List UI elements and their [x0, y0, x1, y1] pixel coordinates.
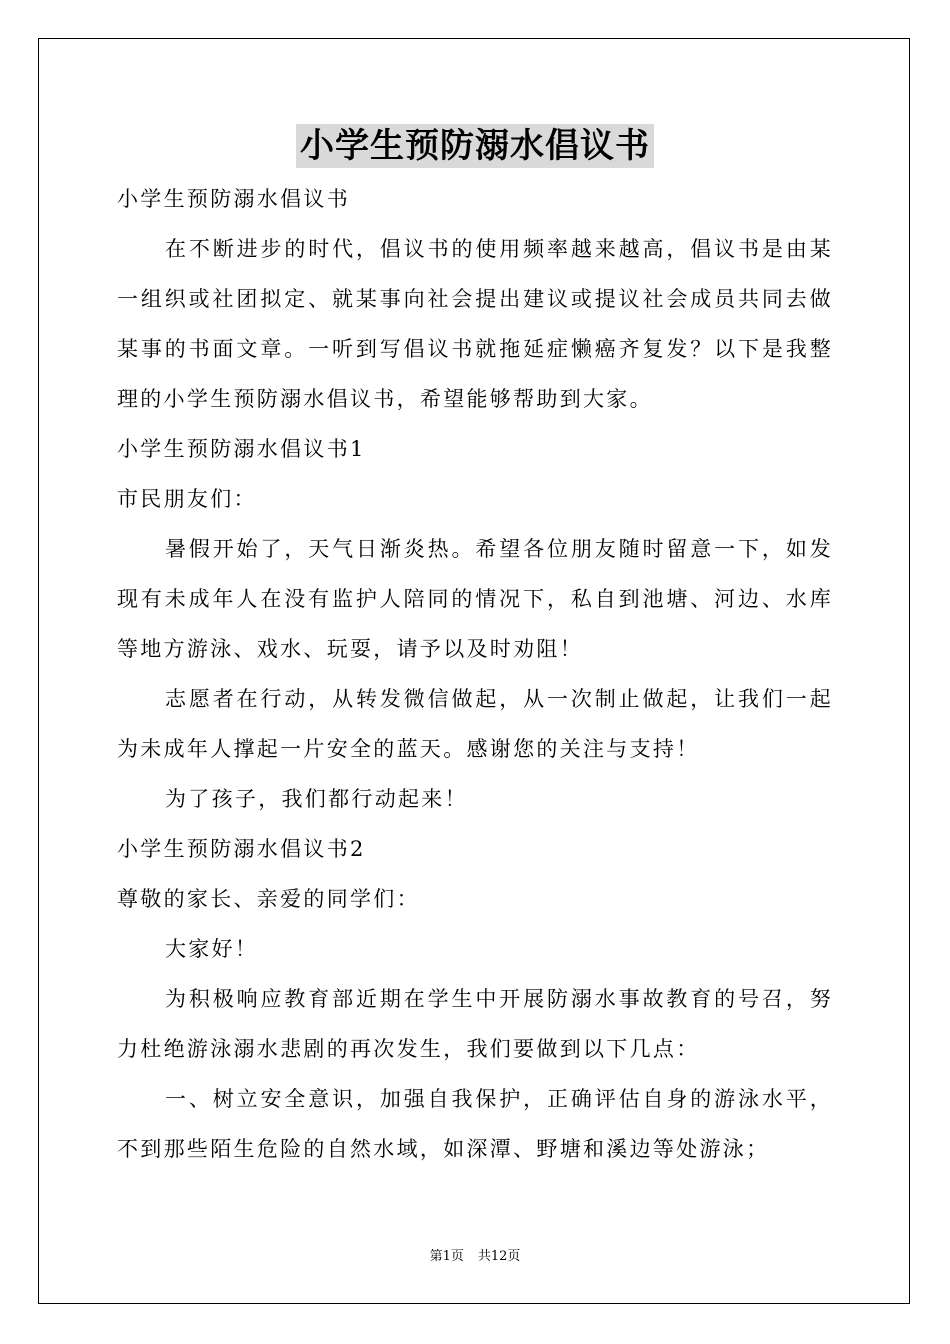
greeting: 大家好！	[165, 937, 259, 961]
salutation: 尊敬的家长、亲爱的同学们：	[117, 887, 420, 911]
paragraph: 在不断进步的时代，倡议书的使用频率越来越高，倡议书是由某一组织或社团拟定、就某事向社会提出建议或提议社会成员共同去做某事的书面文章。一听到写倡议书就拖延症懒癌齐复发？以下是我整理的小学生预防溺水倡议书，希望能够帮助到大家。	[117, 237, 833, 411]
paragraph: 为积极响应教育部近期在学生中开展防溺水事故教育的号召，努力杜绝游泳溺水悲剧的再次发生，我们要做到以下几点：	[117, 987, 833, 1061]
section-heading: 小学生预防溺水倡议书1	[117, 437, 366, 461]
paragraph: 为了孩子，我们都行动起来！	[165, 787, 468, 811]
page-number: 第1页	[429, 1249, 464, 1264]
title-container	[0, 124, 950, 168]
paragraph: 小学生预防溺水倡议书	[117, 187, 350, 211]
paragraph: 暑假开始了，天气日渐炎热。希望各位朋友随时留意一下，如发现有未成年人在没有监护人陪同的情况下，私自到池塘、河边、水库等地方游泳、戏水、玩耍，请予以及时劝阻！	[117, 537, 833, 661]
salutation: 市民朋友们：	[117, 487, 257, 511]
document-title: 小学生预防溺水倡议书	[296, 124, 654, 168]
paragraph: 一、树立安全意识，加强自我保护，正确评估自身的游泳水平，不到那些陌生危险的自然水域，如深潭、野塘和溪边等处游泳；	[117, 1087, 833, 1161]
page-footer	[0, 1248, 950, 1266]
section-heading: 小学生预防溺水倡议书2	[117, 837, 366, 861]
paragraph: 志愿者在行动，从转发微信做起，从一次制止做起，让我们一起为未成年人撑起一片安全的蓝天。感谢您的关注与支持！	[117, 687, 833, 761]
page-total: 共12页	[477, 1249, 521, 1264]
document-body	[117, 174, 833, 1174]
